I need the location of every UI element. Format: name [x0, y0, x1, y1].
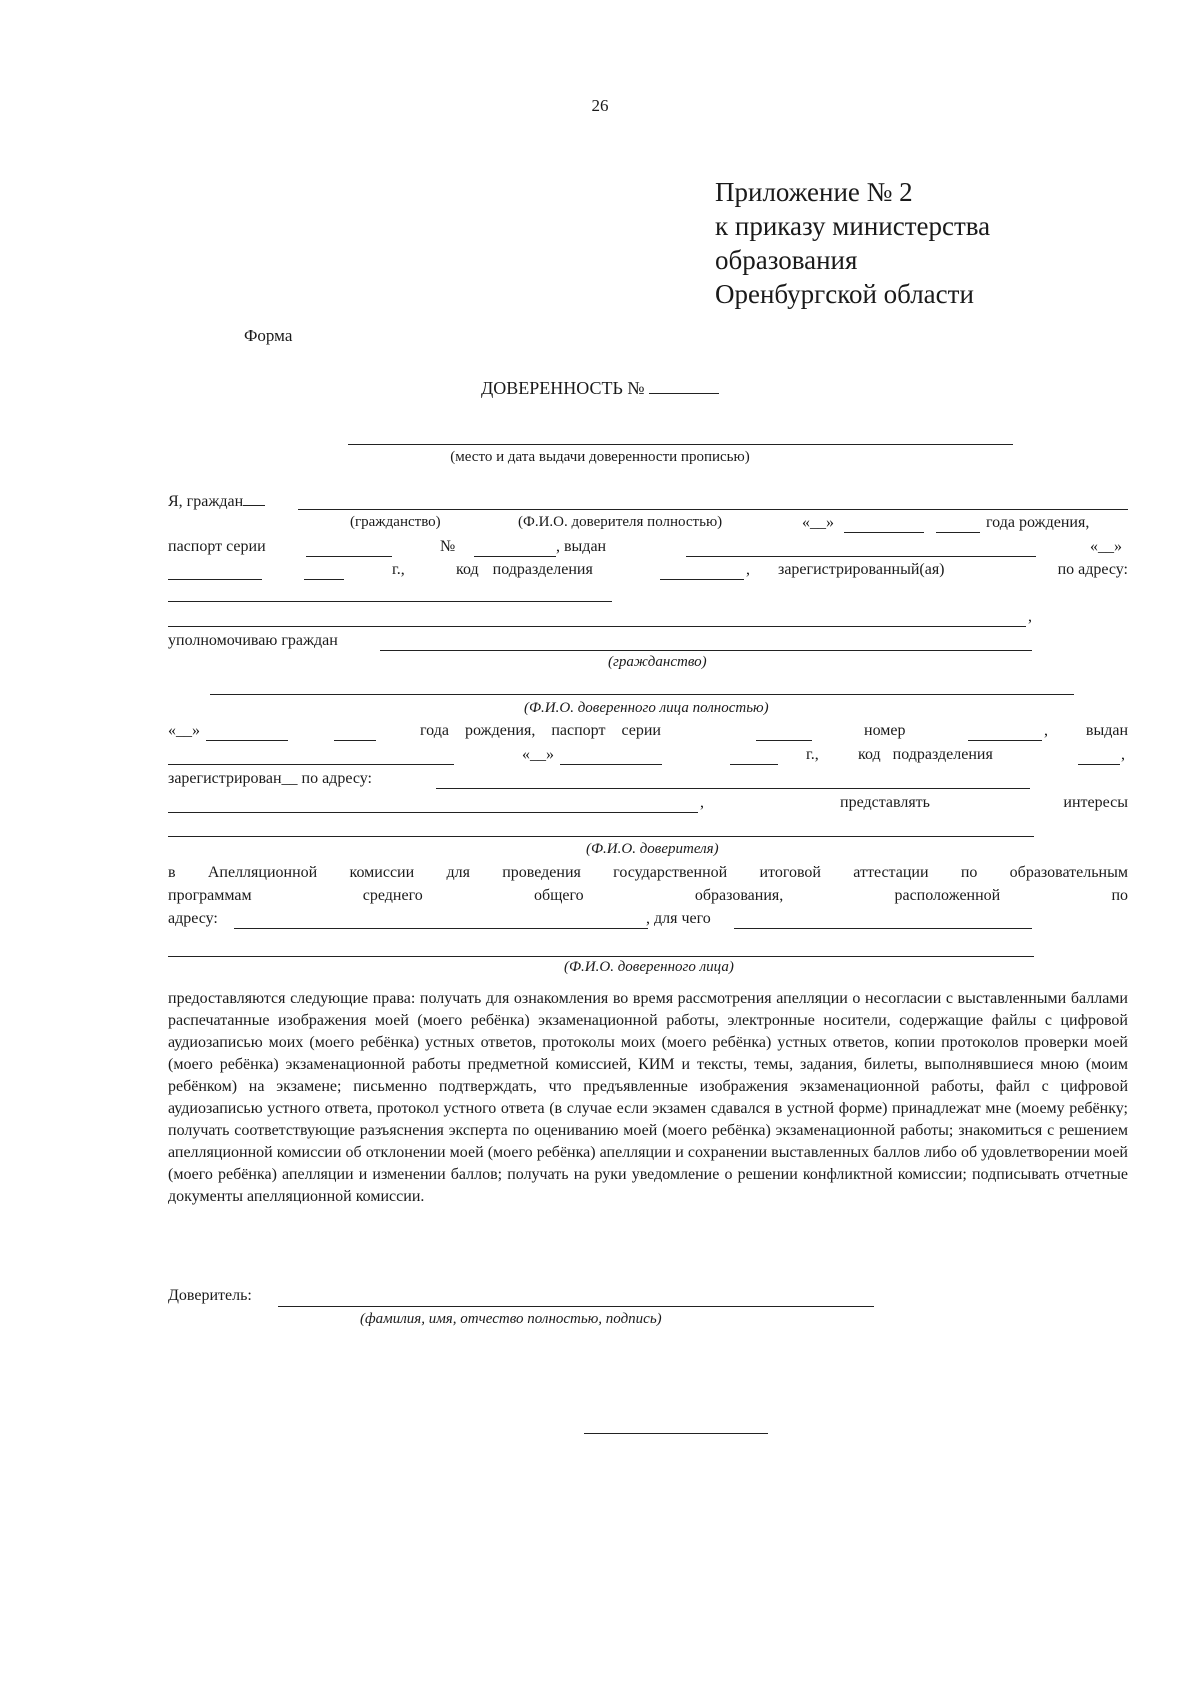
number-blank[interactable]: [649, 376, 719, 394]
caption-place-date: (место и дата выдачи доверенности прописью): [450, 449, 750, 465]
form-label: Форма: [244, 326, 293, 345]
attorney-address-blank-2[interactable]: [168, 812, 698, 813]
address-blank-1[interactable]: [168, 601, 612, 602]
label-attorney-unit-code: код подразделения: [858, 746, 993, 763]
label-address-word: адресу:: [168, 910, 218, 927]
commission-line: в Апелляционной комиссии для проведения государственной итоговой аттестации по образовательным: [168, 864, 1128, 881]
label-quote-day: «__»: [802, 514, 834, 531]
issued-by-blank[interactable]: [686, 556, 1036, 557]
appendix-line-2: к приказу министерства: [715, 211, 991, 241]
birth-year-blank[interactable]: [936, 532, 980, 533]
attorney-issue-date-blank[interactable]: [560, 764, 662, 765]
label-by-address-1: по адресу:: [1057, 561, 1128, 578]
appendix-line-1: Приложение № 2: [715, 177, 913, 207]
row-principal: [168, 490, 1128, 511]
comma-sep-4: ,: [1121, 746, 1125, 763]
label-number-sign: №: [440, 538, 456, 555]
comma-sep-5: ,: [700, 794, 704, 811]
address-blank-2[interactable]: [168, 626, 1026, 627]
attorney-issue-year-blank[interactable]: [730, 764, 778, 765]
label-quote-end: «__»: [1090, 538, 1122, 555]
title-text: ДОВЕРЕННОСТЬ №: [480, 378, 645, 399]
attorney-fio-blank[interactable]: [168, 956, 1034, 957]
attorney-issued-by-blank[interactable]: [168, 764, 454, 765]
issue-date-blank[interactable]: [168, 579, 262, 580]
label-interests: интересы: [1063, 794, 1128, 811]
label-authorize: уполномочиваю граждан: [168, 632, 338, 649]
attorney-passport-series-blank[interactable]: [756, 740, 812, 741]
attorney-birth-year-blank[interactable]: [334, 740, 376, 741]
appendix-line-3: образования: [715, 245, 858, 275]
label-birth-year: года рождения,: [986, 514, 1090, 531]
issue-year-blank[interactable]: [304, 579, 344, 580]
programs-line: программам среднего общего образования, расположенной по: [168, 887, 1128, 904]
attorney-address-blank-1[interactable]: [436, 788, 1030, 789]
attorney-name-blank[interactable]: [210, 694, 1074, 695]
label-i-citizen: Я, граждан: [168, 493, 244, 511]
for-which-blank[interactable]: [734, 928, 1032, 929]
attorney-passport-number-blank[interactable]: [968, 740, 1042, 741]
caption-principal-fio-full: (Ф.И.О. доверителя полностью): [518, 514, 723, 530]
appendix-line-4: Оренбургской области: [715, 279, 974, 309]
label-principal: Доверитель:: [168, 1287, 252, 1304]
label-passport-series: паспорт серии: [168, 538, 266, 555]
caption-citizenship-1: (гражданство): [350, 514, 441, 530]
label-represent: представлять: [840, 794, 930, 811]
caption-citizenship-2: (гражданство): [608, 654, 707, 670]
label-registered: зарегистрирован__ по адресу:: [168, 770, 372, 787]
comma-sep: ,: [746, 561, 750, 578]
place-date-blank[interactable]: [348, 444, 1013, 445]
signature-blank[interactable]: [278, 1306, 874, 1307]
label-for-which: , для чего: [646, 910, 711, 927]
appendix-header: [715, 175, 990, 311]
bottom-separator: [584, 1433, 768, 1434]
caption-signature: (фамилия, имя, отчество полностью, подпись): [360, 1311, 662, 1327]
caption-attorney-fio-full: (Ф.И.О. доверенного лица полностью): [524, 700, 769, 716]
attorney-unit-code-blank[interactable]: [1078, 764, 1120, 765]
label-registered-fem: зарегистрированный(ая): [778, 561, 945, 578]
citizenship-2-short-blank[interactable]: [380, 650, 412, 651]
caption-principal-fio: (Ф.И.О. доверителя): [586, 841, 719, 857]
label-year-abbr: г.,: [392, 561, 405, 578]
birth-month-blank[interactable]: [844, 532, 924, 533]
caption-attorney-fio: (Ф.И.О. доверенного лица): [564, 959, 734, 975]
citizenship-blank[interactable]: [243, 490, 265, 506]
label-attorney-quote-end: «__»: [522, 746, 554, 763]
label-number-word: номер: [864, 722, 906, 739]
attorney-citizenship-blank[interactable]: [412, 650, 1032, 651]
comma-sep-3: ,: [1044, 722, 1048, 739]
attorney-birth-month-blank[interactable]: [206, 740, 288, 741]
passport-number-blank[interactable]: [474, 556, 556, 557]
label-attorney-quote-day: «__»: [168, 722, 200, 739]
commission-address-blank[interactable]: [234, 928, 648, 929]
page-number: 26: [591, 96, 609, 115]
unit-code-blank[interactable]: [660, 579, 744, 580]
label-attorney-year-abbr: г.,: [806, 746, 819, 763]
principal-name-blank[interactable]: [298, 509, 1128, 510]
comma-sep-2: ,: [1028, 608, 1032, 625]
label-issued-word: выдан: [1085, 722, 1128, 739]
label-attorney-birth: года рождения, паспорт серии: [420, 722, 661, 739]
principal-fio-blank[interactable]: [168, 836, 1034, 837]
passport-series-blank[interactable]: [306, 556, 392, 557]
label-unit-code: код подразделения: [456, 561, 593, 578]
label-issued-by: , выдан: [556, 538, 607, 555]
rights-paragraph: предоставляются следующие права: получать для ознакомления во время рассмотрения апелляции о несогласии с выставленными баллами распечатанные изображения моей (моего ребёнка) экзаменационной работы, электронные носители, содержащие файлы с цифровой аудиозаписью моих (моего ребёнка) устных ответов, протоколы моих (моего ребёнка) устных ответов, копии протоколов проверки моей (моего ребёнка) экзаменационной работы предметной комиссией, КИМ и тексты, темы, задания, билеты, выполнявшиеся мною (моим ребёнком) на экзамене; письменно подтверждать, что предъявленные изображения экзаменационной работы, файл с цифровой аудиозаписью устного ответа, протокол устного ответа (в случае если экзамен сдавался в устной форме) принадлежат мне (моему ребёнку; получать соответствующие разъяснения эксперта по оцениванию моей (моего ребёнка) экзаменационной работы; знакомиться с решением апелляционной комиссии об отклонении моей (моего ребёнка) апелляции и сохранении выставленных баллов либо об удовлетворении моей (моего ребёнка) апелляции и изменении баллов; получать на руки уведомление о решении конфликтной комиссии; подписывать отчетные документы апелляционной комиссии.: [168, 990, 1128, 1205]
document-title: [0, 376, 1200, 399]
